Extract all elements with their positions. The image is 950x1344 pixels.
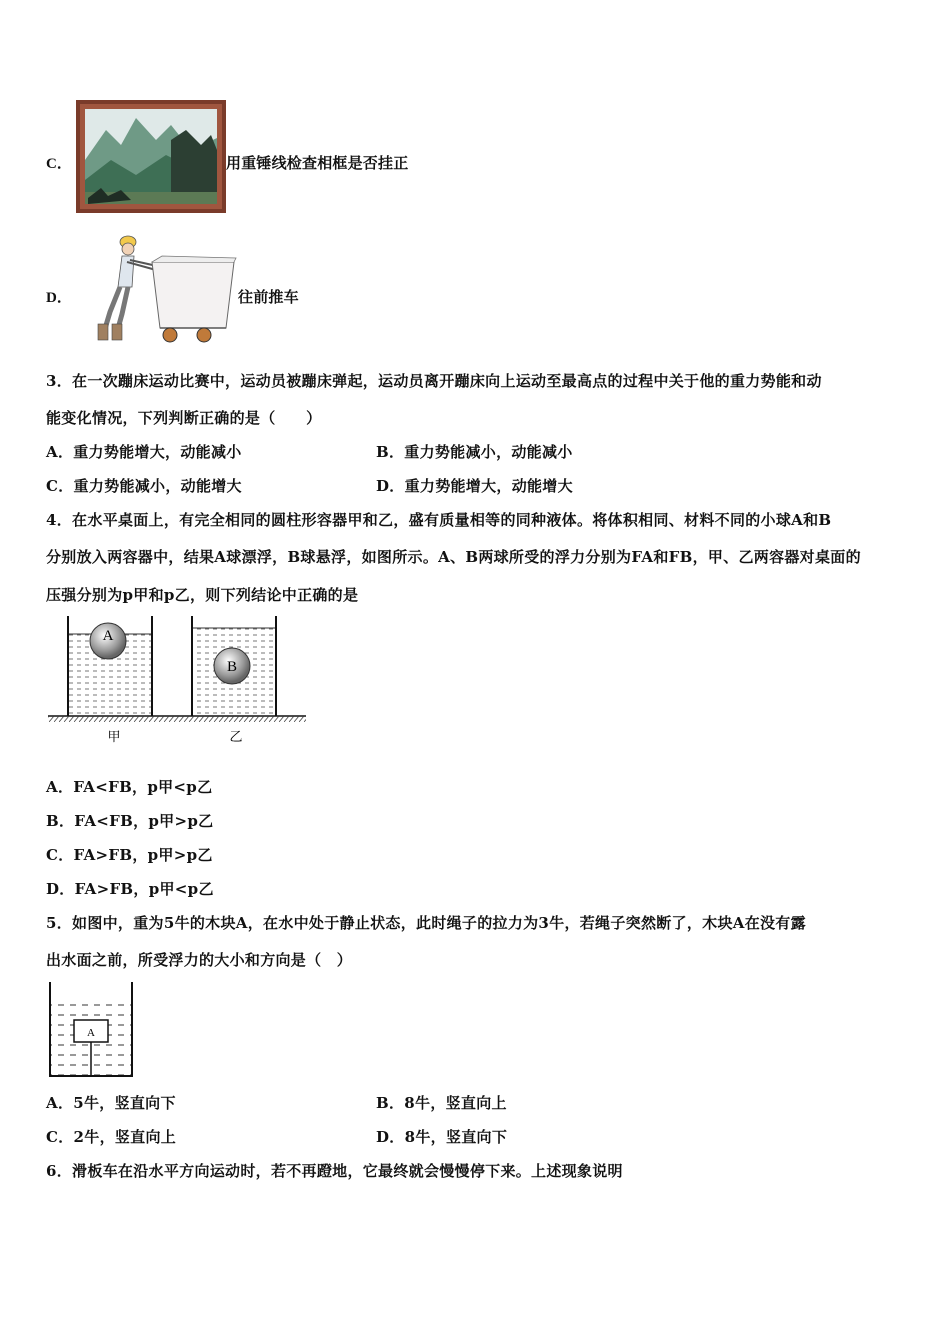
option-c-letter: C．: [46, 156, 72, 172]
q4-option-d: D．FA>FB，p甲<p乙: [46, 880, 214, 898]
q5-block-in-water-figure: [44, 980, 138, 1080]
q3-option-b: B．重力势能减小，动能减小: [376, 443, 573, 461]
ball-b-label: B: [226, 659, 238, 675]
q5-option-b: B．8牛，竖直向上: [376, 1094, 507, 1112]
person-pushing-cart-image: [72, 232, 238, 348]
q4-option-c: C．FA>FB，p甲>p乙: [46, 846, 213, 864]
q3-stem-line1: 3．在一次蹦床运动比赛中，运动员被蹦床弹起，运动员离开蹦床向上运动至最高点的过程中关于他的重力势能和动: [46, 372, 822, 390]
ball-a-label: A: [102, 628, 114, 644]
q5-option-a: A．5牛，竖直向下: [46, 1094, 176, 1112]
q3-stem-line2: 能变化情况，下列判断正确的是（ ）: [46, 409, 322, 427]
q4-containers-figure: [44, 614, 310, 746]
q3-option-d: D．重力势能增大，动能增大: [376, 477, 573, 495]
framed-landscape-painting-image: [76, 100, 226, 213]
table-surface: [48, 716, 306, 722]
q5-option-d: D．8牛，竖直向下: [376, 1128, 508, 1146]
q5-option-c: C．2牛，竖直向上: [46, 1128, 177, 1146]
block-a-label: A: [87, 1027, 95, 1039]
q4-stem-line2: 分别放入两容器中，结果A球漂浮，B球悬浮，如图所示。A、B两球所受的浮力分别为FA和FB，甲、乙两容器对桌面的: [46, 548, 861, 566]
label-jia: 甲: [107, 729, 121, 744]
q4-option-a: A．FA<FB，p甲<p乙: [46, 778, 213, 796]
option-d-text: 往前推车: [238, 288, 299, 306]
option-d-letter: D．: [46, 290, 72, 306]
q3-option-a: A．重力势能增大，动能减小: [46, 443, 242, 461]
q6-stem-line1: 6．滑板车在沿水平方向运动时，若不再蹬地，它最终就会慢慢停下来。上述现象说明: [46, 1162, 623, 1180]
q4-stem-line1: 4．在水平桌面上，有完全相同的圆柱形容器甲和乙，盛有质量相等的同种液体。将体积相同、材料不同的小球A和B: [46, 511, 832, 529]
q4-option-b: B．FA<FB，p甲>p乙: [46, 812, 214, 830]
label-yi: 乙: [229, 729, 243, 744]
q5-stem-line1: 5．如图中，重为5牛的木块A，在水中处于静止状态，此时绳子的拉力为3牛，若绳子突然断了，木块A在没有露: [46, 914, 806, 932]
option-c-text: 用重锤线检查相框是否挂正: [226, 154, 409, 172]
q5-stem-line2: 出水面之前，所受浮力的大小和方向是（ ）: [46, 951, 353, 969]
q3-option-c: C．重力势能减小，动能增大: [46, 477, 242, 495]
q4-stem-line3: 压强分别为p甲和p乙，则下列结论中正确的是: [46, 586, 359, 604]
